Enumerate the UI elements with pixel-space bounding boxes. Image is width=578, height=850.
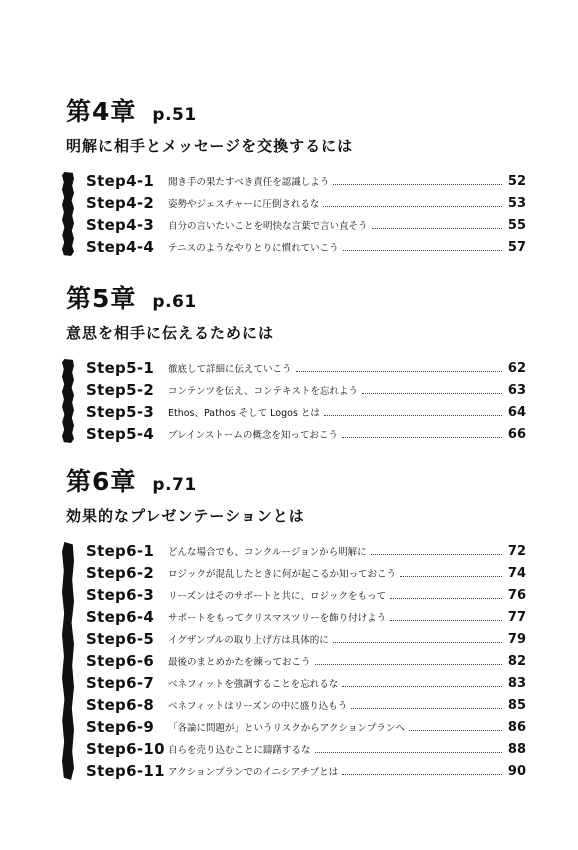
brush-bar <box>62 359 74 443</box>
step-row[interactable] <box>86 738 526 760</box>
dot-leader <box>400 576 502 577</box>
chapter-subtitle: 明解に相手とメッセージを交換するには <box>66 137 354 155</box>
chapter-6 <box>66 462 526 782</box>
chapter-subtitle: 意思を相手に伝えるためには <box>66 324 275 342</box>
step-title: 自分の言いたいことを明快な言葉で言い直そう <box>168 221 368 232</box>
chapter-page: p.61 <box>152 292 197 312</box>
step-title: ベネフィットを強調することを忘れるな <box>168 679 339 690</box>
step-label: Step5-2 <box>86 381 155 399</box>
step-title: ベネフィットはリーズンの中に盛り込もう <box>168 701 348 712</box>
step-row[interactable] <box>86 170 526 192</box>
step-label: Step4-2 <box>86 194 155 212</box>
step-label: Step5-3 <box>86 403 155 421</box>
step-list <box>66 540 526 782</box>
step-row[interactable] <box>86 357 526 379</box>
step-label: Step5-1 <box>86 359 155 377</box>
dot-leader <box>333 184 502 185</box>
step-row[interactable] <box>86 760 526 782</box>
dot-leader <box>342 437 502 438</box>
step-page: 86 <box>507 719 526 735</box>
chapter-title: 第5章 <box>66 284 137 313</box>
step-label: Step6-6 <box>86 652 155 670</box>
step-row[interactable] <box>86 650 526 672</box>
dot-leader <box>409 730 502 731</box>
step-row[interactable] <box>86 716 526 738</box>
step-row[interactable] <box>86 423 526 445</box>
step-list <box>66 170 526 258</box>
step-label: Step5-4 <box>86 425 155 443</box>
step-row[interactable] <box>86 606 526 628</box>
step-label: Step6-5 <box>86 630 155 648</box>
dot-leader <box>343 250 502 251</box>
step-page: 76 <box>507 587 526 603</box>
step-page: 55 <box>507 217 526 233</box>
step-page: 66 <box>507 426 526 442</box>
step-title: 徹底して詳細に伝えていこう <box>168 364 292 375</box>
step-page: 90 <box>507 763 526 779</box>
chapter-header <box>66 279 526 315</box>
step-title: テニスのようなやりとりに慣れていこう <box>168 243 339 254</box>
step-page: 64 <box>507 404 526 420</box>
step-page: 82 <box>507 653 526 669</box>
dot-leader <box>351 708 502 709</box>
brush-bar <box>62 542 74 780</box>
step-label: Step6-2 <box>86 564 155 582</box>
step-title: 「各論に問題が」というリスクからアクションプランへ <box>168 723 405 734</box>
step-row[interactable] <box>86 192 526 214</box>
step-page: 83 <box>507 675 526 691</box>
step-page: 72 <box>507 543 526 559</box>
step-label: Step6-4 <box>86 608 155 626</box>
dot-leader <box>371 554 502 555</box>
step-title: 姿勢やジェスチャーに圧倒されるな <box>168 199 320 210</box>
step-label: Step6-1 <box>86 542 155 560</box>
step-page: 57 <box>507 239 526 255</box>
dot-leader <box>324 415 502 416</box>
step-label: Step6-3 <box>86 586 155 604</box>
step-label: Step6-11 <box>86 762 165 780</box>
dot-leader <box>342 686 502 687</box>
step-row[interactable] <box>86 694 526 716</box>
step-page: 88 <box>507 741 526 757</box>
dot-leader <box>296 371 502 372</box>
dot-leader <box>323 206 502 207</box>
dot-leader <box>342 774 502 775</box>
chapter-4 <box>66 92 526 258</box>
chapter-header <box>66 462 526 498</box>
step-title: どんな場合でも、コンクルージョンから明解に <box>168 547 367 558</box>
step-label: Step6-8 <box>86 696 155 714</box>
step-row[interactable] <box>86 401 526 423</box>
step-title: コンテンツを伝え、コンテキストを忘れよう <box>168 386 358 397</box>
chapter-5 <box>66 279 526 445</box>
step-title: ブレインストームの概念を知っておこう <box>168 430 338 441</box>
step-label: Step6-7 <box>86 674 155 692</box>
step-title: 最後のまとめかたを練っておこう <box>168 657 311 668</box>
step-row[interactable] <box>86 672 526 694</box>
step-label: Step4-3 <box>86 216 155 234</box>
dot-leader <box>390 620 502 621</box>
dot-leader <box>390 598 502 599</box>
step-page: 85 <box>507 697 526 713</box>
chapter-page: p.51 <box>152 105 197 125</box>
step-label: Step4-1 <box>86 172 155 190</box>
step-title: 聞き手の果たすべき責任を認識しよう <box>168 177 330 188</box>
step-row[interactable] <box>86 214 526 236</box>
step-list <box>66 357 526 445</box>
step-title: リーズンはそのサポートと共に、ロジックをもって <box>168 591 387 602</box>
step-page: 52 <box>507 173 526 189</box>
dot-leader <box>315 664 502 665</box>
step-row[interactable] <box>86 379 526 401</box>
step-page: 53 <box>507 195 526 211</box>
dot-leader <box>333 642 502 643</box>
step-row[interactable] <box>86 584 526 606</box>
chapter-page: p.71 <box>152 475 197 495</box>
dot-leader <box>315 752 502 753</box>
step-title: 自らを売り込むことに躊躇するな <box>168 745 311 756</box>
step-page: 77 <box>507 609 526 625</box>
chapter-subtitle: 効果的なプレゼンテーションとは <box>66 507 305 525</box>
step-label: Step6-10 <box>86 740 165 758</box>
step-page: 74 <box>507 565 526 581</box>
chapter-title: 第4章 <box>66 97 137 126</box>
chapter-header <box>66 92 526 128</box>
step-row[interactable] <box>86 236 526 258</box>
brush-bar <box>62 172 74 256</box>
step-title: イグザンプルの取り上げ方は具体的に <box>168 635 329 646</box>
step-page: 62 <box>507 360 526 376</box>
step-page: 63 <box>507 382 526 398</box>
step-label: Step4-4 <box>86 238 155 256</box>
step-title: ロジックが混乱したときに何が起こるか知っておこう <box>168 569 397 580</box>
step-row[interactable] <box>86 540 526 562</box>
dot-leader <box>372 228 502 229</box>
dot-leader <box>362 393 502 394</box>
step-page: 79 <box>507 631 526 647</box>
step-label: Step6-9 <box>86 718 155 736</box>
step-row[interactable] <box>86 562 526 584</box>
step-title: サポートをもってクリスマスツリーを飾り付けよう <box>168 613 387 624</box>
step-row[interactable] <box>86 628 526 650</box>
step-title: アクションプランでのイニシアチブとは <box>168 767 339 778</box>
chapter-title: 第6章 <box>66 467 137 496</box>
step-title: Ethos、Pathos そして Logos とは <box>168 408 320 419</box>
